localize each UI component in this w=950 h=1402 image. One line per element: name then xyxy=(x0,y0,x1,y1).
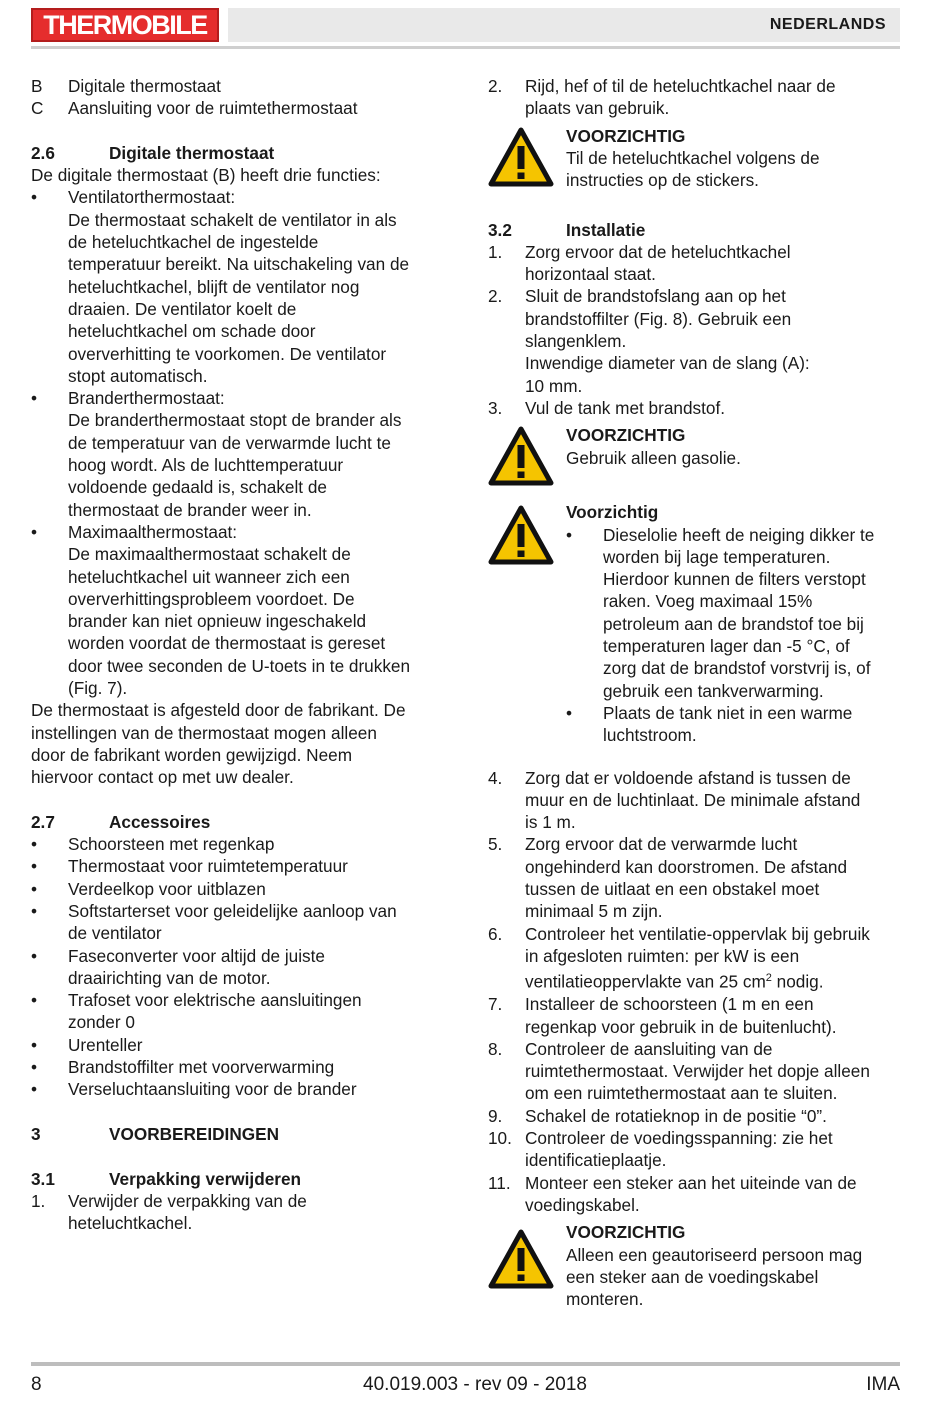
item-number: 2. xyxy=(488,76,503,96)
unpacking-list xyxy=(31,1190,441,1235)
step-item xyxy=(488,993,900,1038)
bullet-icon: • xyxy=(31,1079,38,1100)
item-text: plaats van gebruik. xyxy=(525,98,670,119)
bullet-text: Plaats de tank niet in een warme xyxy=(603,702,853,723)
installation-steps xyxy=(488,767,900,1217)
list-item: B Digitale thermostaat xyxy=(31,76,221,96)
item-text: Controleer het ventilatie-oppervlak bij gebruik xyxy=(525,923,870,944)
paragraph-line: instellingen van de thermostaat mogen alleen xyxy=(31,722,377,743)
step-item xyxy=(488,241,900,286)
accessory-text: Urenteller xyxy=(68,1034,143,1055)
accessories-list xyxy=(31,833,441,1101)
bullet-text: draaien. De ventilator koelt de xyxy=(68,298,297,319)
step-item xyxy=(31,1190,441,1235)
step-item xyxy=(488,767,900,834)
item-text: identificatieplaatje. xyxy=(525,1150,667,1171)
item-text: Sluit de brandstofslang aan op het xyxy=(525,286,786,307)
item-text: Installeer de schoorsteen (1 m en een xyxy=(525,994,814,1015)
item-text: in afgesloten ruimten: per kW is een xyxy=(525,945,800,966)
section-heading-2-6: 2.6 Digitale thermostaat xyxy=(31,142,275,163)
bullet-text: raken. Voeg maximaal 15% xyxy=(603,591,813,612)
bullet-item xyxy=(566,524,900,702)
item-text: Zorg ervoor dat de verwarmde lucht xyxy=(525,834,798,855)
superscript: 2 xyxy=(765,972,772,985)
bullet-text: De branderthermostaat stopt de brander als xyxy=(68,410,402,431)
item-text: ventilatieoppervlakte van 25 $cm^2$ nodig. xyxy=(525,971,824,992)
item-text: Controleer de voedingsspanning: zie het xyxy=(525,1128,833,1149)
accessory-text: draairichting van de motor. xyxy=(68,967,271,988)
thermobile-logo: THERMOBILE xyxy=(31,8,219,42)
section-heading-3-2: 3.2 Installatie xyxy=(488,219,646,240)
bullet-icon: • xyxy=(566,524,573,545)
paragraph-line: De thermostaat is afgesteld door de fabrikant. De xyxy=(31,700,406,721)
item-number: 8. xyxy=(488,1038,503,1059)
bullet-icon: • xyxy=(31,1034,38,1055)
language-label: NEDERLANDS xyxy=(769,16,886,33)
paragraph xyxy=(31,699,441,788)
bullet-text: worden bij lage temperaturen. xyxy=(603,546,831,567)
item-text: Monteer een steker aan het uiteinde van de xyxy=(525,1172,857,1193)
section-heading-3: 3 VOORBEREIDINGEN xyxy=(31,1123,279,1144)
header-bar xyxy=(228,8,900,42)
item-text: tussen de uitlaat en een obstakel moet xyxy=(525,879,820,900)
list-item: C Aansluiting voor de ruimtethermostaat xyxy=(31,98,358,119)
bullet-item xyxy=(31,521,441,699)
item-text: Controleer de aansluiting van de xyxy=(525,1038,773,1059)
bullet-icon: • xyxy=(31,878,38,899)
bullet-text: luchtstroom. xyxy=(603,725,697,746)
step-item xyxy=(488,1172,900,1217)
bullet-icon: • xyxy=(31,521,38,542)
item-text: muur en de luchtinlaat. De minimale afstand xyxy=(525,789,861,810)
item-number: 10. xyxy=(488,1128,512,1149)
bullet-text: brander kan niet opnieuw ingeschakeld xyxy=(68,611,367,632)
bullet-item xyxy=(31,387,441,521)
accessory-text: Thermostaat voor ruimtetemperatuur xyxy=(68,856,348,877)
step-item xyxy=(488,397,900,419)
bullet-text: heteluchtkachel om schade door xyxy=(68,321,316,342)
item-text: 10 mm. xyxy=(525,375,583,396)
header-divider xyxy=(31,46,900,49)
warning-triangle-icon xyxy=(488,127,554,187)
item-text: regenkap voor gebruik in de buitenlucht). xyxy=(525,1016,837,1037)
bullet-icon: • xyxy=(31,900,38,921)
step-item xyxy=(488,285,900,396)
accessory-item xyxy=(31,855,441,877)
bullet-text: heteluchtkachel, blijft de ventilator nog xyxy=(68,276,360,297)
item-text: Schakel de rotatieknop in de positie “0”. xyxy=(525,1105,827,1126)
item-text: Zorg ervoor dat de heteluchtkachel xyxy=(525,241,791,262)
step-item xyxy=(488,1105,900,1127)
bullet-text: de heteluchtkachel de ingestelde xyxy=(68,232,319,253)
accessory-item xyxy=(31,1078,441,1100)
accessory-item xyxy=(31,900,441,945)
accessory-text: de ventilator xyxy=(68,923,162,944)
warning-block: VOORZICHTIG Alleen een geautoriseerd persoon mag een steker aan de voedingskabel monteren. xyxy=(488,1221,900,1310)
paragraph-line: door de fabrikant worden gewijzigd. Neem xyxy=(31,744,353,765)
section-heading-2-7: 2.7 Accessoires xyxy=(31,811,211,832)
footer-brand: IMA xyxy=(866,1374,900,1395)
item-text: ruimtethermostaat. Verwijder het dopje alleen xyxy=(525,1061,870,1082)
item-text: minimaal 5 m zijn. xyxy=(525,901,663,922)
footer-divider xyxy=(31,1362,900,1366)
item-number: 9. xyxy=(488,1105,503,1126)
accessory-text: Brandstoffilter met voorverwarming xyxy=(68,1057,335,1078)
bullet-text: temperaturen lager dan -5 °C, of xyxy=(603,636,850,657)
item-number: 11. xyxy=(488,1172,511,1193)
item-text: is 1 m. xyxy=(525,812,576,833)
accessory-text: Schoorsteen met regenkap xyxy=(68,834,275,855)
left-column xyxy=(31,75,441,1234)
bullet-item xyxy=(566,702,900,747)
item-text: horizontaal staat. xyxy=(525,264,656,285)
bullet-text: De thermostaat schakelt de ventilator in als xyxy=(68,209,397,230)
accessory-item xyxy=(31,989,441,1034)
accessory-item xyxy=(31,833,441,855)
item-number: 1. xyxy=(31,1190,46,1211)
item-text: Verwijder de verpakking van de xyxy=(68,1190,307,1211)
accessory-text: Softstarterset voor geleidelijke aanloop van xyxy=(68,900,397,921)
bullet-heading: Maximaalthermostaat: xyxy=(68,521,238,542)
item-text: Vul de tank met brandstof. xyxy=(525,397,725,418)
item-text: om een ruimtethermostaat aan te sluiten. xyxy=(525,1083,838,1104)
bullet-text: (Fig. 7). xyxy=(68,678,128,699)
bullet-text: voldoende gedaald is, schakelt de xyxy=(68,477,327,498)
item-number: 6. xyxy=(488,923,503,944)
item-number: 2. xyxy=(488,286,503,307)
bullet-text: gebruik een tankverwarming. xyxy=(603,680,824,701)
item-text: voedingskabel. xyxy=(525,1194,640,1215)
accessory-text: Trafoset voor elektrische aansluitingen xyxy=(68,990,362,1011)
bullet-text: zorg dat de brandstof vorstvrij is, of xyxy=(603,658,871,679)
step-item xyxy=(488,1127,900,1172)
bullet-item xyxy=(31,186,441,387)
accessory-text: Faseconverter voor altijd de juiste xyxy=(68,945,325,966)
item-text: ongehinderd kan doorstromen. De afstand xyxy=(525,856,847,877)
bullet-text: door twee seconden de U-toets in te drukken xyxy=(68,655,411,676)
accessory-item xyxy=(31,1056,441,1078)
warning-triangle-icon xyxy=(488,505,554,565)
thermostat-functions-list xyxy=(31,186,441,699)
bullet-text: hoog wordt. Als de luchttemperatuur xyxy=(68,455,344,476)
bullet-heading: Branderthermostaat: xyxy=(68,388,225,409)
item-text: slangenklem. xyxy=(525,331,627,352)
paragraph: De digitale thermostaat (B) heeft drie functies: xyxy=(31,165,381,186)
accessory-item xyxy=(31,945,441,990)
bullet-text: Hierdoor kunnen de filters verstopt xyxy=(603,569,866,590)
warning-block: VOORZICHTIG Gebruik alleen gasolie. xyxy=(488,424,900,488)
warning-block: Voorzichtig • Dieselolie heeft de neiging dikker te worden bij lage temperaturen. Hierdoor kunnen de filters verstopt raken. Voeg maximaal 15% petroleum aan de brandstof toe bij temperaturen lager dan -5 °C, of zorg dat de brandstof vorstvrij is, of gebruik een tankverwarming. • Plaats de tank niet in een warme luchtstroom. xyxy=(488,501,900,746)
bullet-text: worden voordat de thermostaat is gereset xyxy=(68,633,386,654)
item-text: Rijd, hef of til de heteluchtkachel naar de xyxy=(525,76,836,96)
accessory-item xyxy=(31,1034,441,1056)
warning-triangle-icon xyxy=(488,426,554,486)
accessory-text: zonder 0 xyxy=(68,1012,135,1033)
item-text: Zorg dat er voldoende afstand is tussen de xyxy=(525,767,851,788)
page-number: 8 xyxy=(31,1374,42,1395)
bullet-text: oververhittingsprobleem voordoet. De xyxy=(68,588,355,609)
transport-step xyxy=(488,75,900,120)
bullet-text: de temperatuur van de verwarmde lucht te xyxy=(68,432,391,453)
diesel-advice-list xyxy=(566,524,900,747)
step-item xyxy=(488,833,900,922)
item-number: 4. xyxy=(488,767,503,788)
bullet-icon: • xyxy=(31,1057,38,1078)
right-column xyxy=(488,75,900,1310)
bullet-text: Dieselolie heeft de neiging dikker te xyxy=(603,524,875,545)
item-text: brandstoffilter (Fig. 8). Gebruik een xyxy=(525,308,792,329)
bullet-icon: • xyxy=(31,945,38,966)
warning-triangle-icon xyxy=(488,1229,554,1289)
document-reference: 40.019.003 - rev 09 - 2018 xyxy=(363,1374,587,1395)
item-text: Inwendige diameter van de slang (A): xyxy=(525,353,810,374)
bullet-text: De maximaalthermostaat schakelt de xyxy=(68,544,351,565)
bullet-text: thermostaat de brander weer in. xyxy=(68,499,312,520)
bullet-text: oververhitting te voorkomen. De ventilator xyxy=(68,343,387,364)
paragraph-line: hiervoor contact op met uw dealer. xyxy=(31,767,294,788)
step-item xyxy=(488,75,900,120)
installation-steps xyxy=(488,241,900,419)
bullet-icon: • xyxy=(31,990,38,1011)
bullet-text: heteluchtkachel uit wanneer zich een xyxy=(68,566,350,587)
section-heading-3-1: 3.1 Verpakking verwijderen xyxy=(31,1168,302,1189)
accessory-text: Verseluchtaansluiting voor de brander xyxy=(68,1079,357,1100)
bullet-icon: • xyxy=(566,702,573,723)
step-item xyxy=(488,923,900,994)
bullet-icon: • xyxy=(31,388,38,409)
bullet-text: petroleum aan de brandstof toe bij xyxy=(603,613,864,634)
item-text: heteluchtkachel. xyxy=(68,1213,193,1234)
bullet-icon: • xyxy=(31,834,38,855)
bullet-text: temperatuur bereikt. Na uitschakeling van de xyxy=(68,254,410,275)
bullet-heading: Ventilatorthermostaat: xyxy=(68,187,236,208)
bullet-text: stopt automatisch. xyxy=(68,365,208,386)
bullet-icon: • xyxy=(31,856,38,877)
step-item xyxy=(488,1038,900,1105)
item-number: 1. xyxy=(488,241,503,262)
item-number: 7. xyxy=(488,994,503,1015)
accessory-text: Verdeelkop voor uitblazen xyxy=(68,878,266,899)
accessory-item xyxy=(31,878,441,900)
bullet-icon: • xyxy=(31,187,38,208)
item-number: 3. xyxy=(488,397,503,418)
warning-block: VOORZICHTIG Til de heteluchtkachel volgens de instructies op de stickers. xyxy=(488,125,900,193)
item-number: 5. xyxy=(488,834,503,855)
